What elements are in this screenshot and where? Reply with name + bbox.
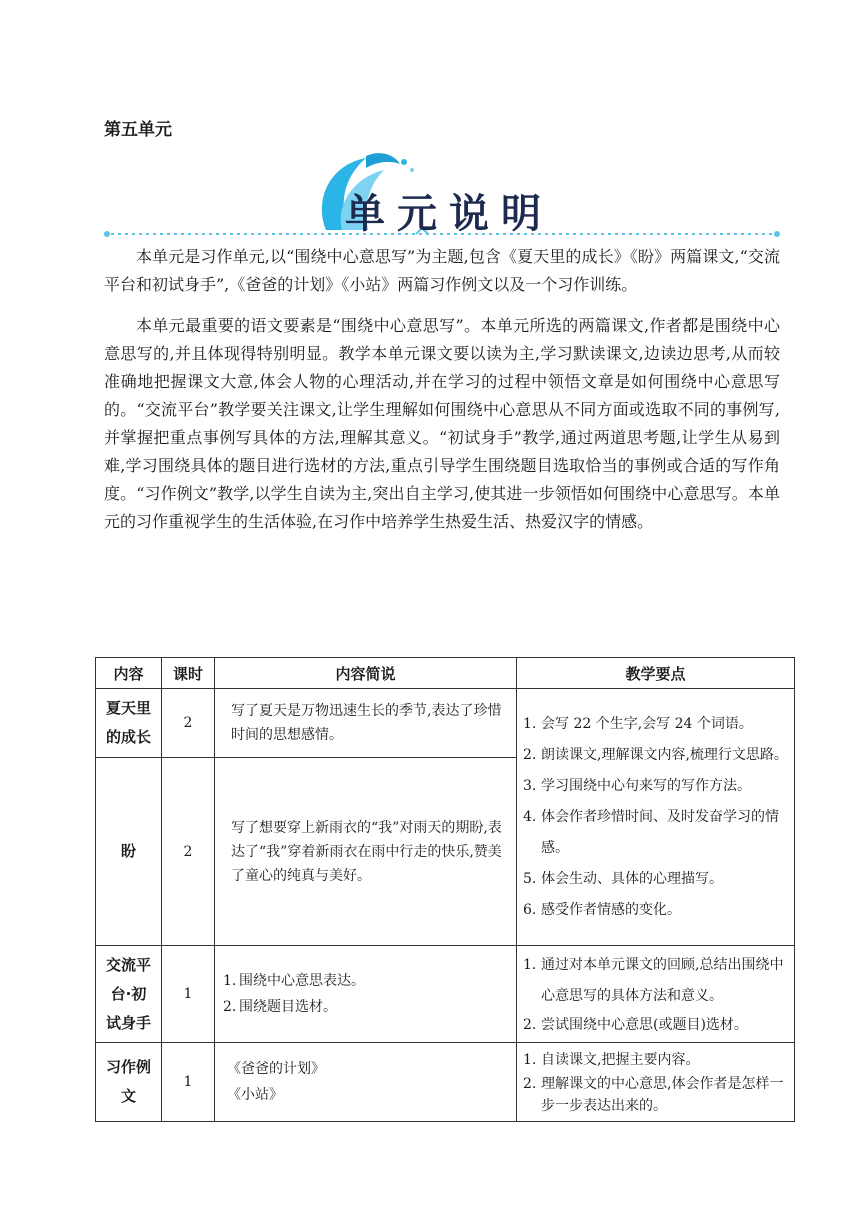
list-item: 2. 理解课文的中心意思,体会作者是怎样一步一步表达出来的。 (523, 1076, 784, 1114)
list-item: 2. 朗读课文,理解课文内容,梳理行文思路。 (523, 746, 788, 763)
table-row (96, 1043, 795, 1122)
list-item: 1. 围绕中心意思表达。 (223, 973, 365, 989)
row-points (517, 946, 795, 1043)
paragraph-1: 本单元是习作单元,以“围绕中心意思写”为主题,包含《夏天里的成长》《盼》两篇课文,“交流平台和初试身手”,《爸爸的计划》《小站》两篇习作例文以及一个习作训练。 (104, 247, 780, 294)
list-item: 1. 会写 22 个生字,会写 24 个词语。 (523, 715, 753, 732)
row-hours: 1 (162, 946, 215, 1043)
list-item: 1. 自读课文,把握主要内容。 (523, 1052, 700, 1068)
table-row (96, 946, 795, 1043)
row-desc: 写了想要穿上新雨衣的“我”对雨天的期盼,表达了“我”穿着新雨衣在雨中行走的快乐,赞美了童心的纯真与美好。 (215, 758, 517, 946)
shared-points-cell (517, 689, 795, 946)
list-item: 1. 通过对本单元课文的回顾,总结出围绕中心意思写的具体方法和意义。 (523, 957, 784, 1004)
row-desc (215, 946, 517, 1043)
divider-dot-right (774, 231, 780, 237)
row-name: 盼 (96, 758, 162, 946)
row-name: 习作例文 (96, 1043, 162, 1122)
row-name: 夏天里的成长 (96, 689, 162, 758)
wave-crest-icon (366, 153, 400, 168)
row-desc (215, 1043, 517, 1122)
list-item: 4. 体会作者珍惜时间、及时发奋学习的情感。 (523, 808, 779, 856)
drop-icon (401, 159, 407, 165)
header-hours: 课时 (162, 658, 215, 689)
table-header-row (96, 658, 795, 689)
list-item: 3. 学习围绕中心句来写的写作方法。 (523, 777, 751, 794)
shared-points-list (523, 709, 788, 926)
row-desc: 写了夏天是万物迅速生长的季节,表达了珍惜时间的思想感情。 (215, 689, 517, 758)
header-key-points: 教学要点 (517, 658, 795, 689)
list-item: 5. 体会生动、具体的心理描写。 (523, 870, 723, 887)
divider-dot-left (104, 231, 110, 237)
list-item: 《爸爸的计划》 (227, 1061, 325, 1077)
header-content: 内容 (96, 658, 162, 689)
drop-small-icon (410, 168, 414, 172)
list-item: 6. 感受作者情感的变化。 (523, 901, 681, 918)
paragraph-2: 本单元最重要的语文要素是“围绕中心意思写”。本单元所选的两篇课文,作者都是围绕中心意思写的,并且体现得特别明显。教学本单元课文要以读为主,学习默读课文,边读边思考,从而较准确地把握课文大意,体会人物的心理活动,并在学习的过程中领悟文章是如何围绕中心意思写的。“交流平台”教学要关注课文,让学生理解如何围绕中心意思从不同方面或选取不同的事例写,并掌握把重点事例写具体的方法,理解其意义。“初试身手”教学,通过两道思考题,让学生从易到难,学习围绕具体的题目进行选材的方法,重点引导学生围绕题目选取恰当的事例或合适的写作角度。“习作例文”教学,以学生自读为主,突出自主学习,使其进一步领悟如何围绕中心意思写。本单元的习作重视学生的生活体验,在习作中培养学生热爱生活、热爱汉字的情感。 (104, 316, 780, 531)
lesson-plan-table (95, 657, 795, 1122)
row-points (517, 1043, 795, 1122)
list-item: 2. 尝试围绕中心意思(或题目)选材。 (523, 1017, 748, 1033)
row-hours: 2 (162, 758, 215, 946)
list-item: 《小站》 (227, 1087, 283, 1103)
unit-title: 第五单元 (104, 120, 172, 140)
table-row (96, 689, 795, 758)
banner-title: 单元说明 (345, 191, 553, 237)
row-hours: 1 (162, 1043, 215, 1122)
header-summary: 内容简说 (215, 658, 517, 689)
row-name: 交流平台·初试身手 (96, 946, 162, 1043)
list-item: 2. 围绕题目选材。 (223, 999, 337, 1015)
row-hours: 2 (162, 689, 215, 758)
